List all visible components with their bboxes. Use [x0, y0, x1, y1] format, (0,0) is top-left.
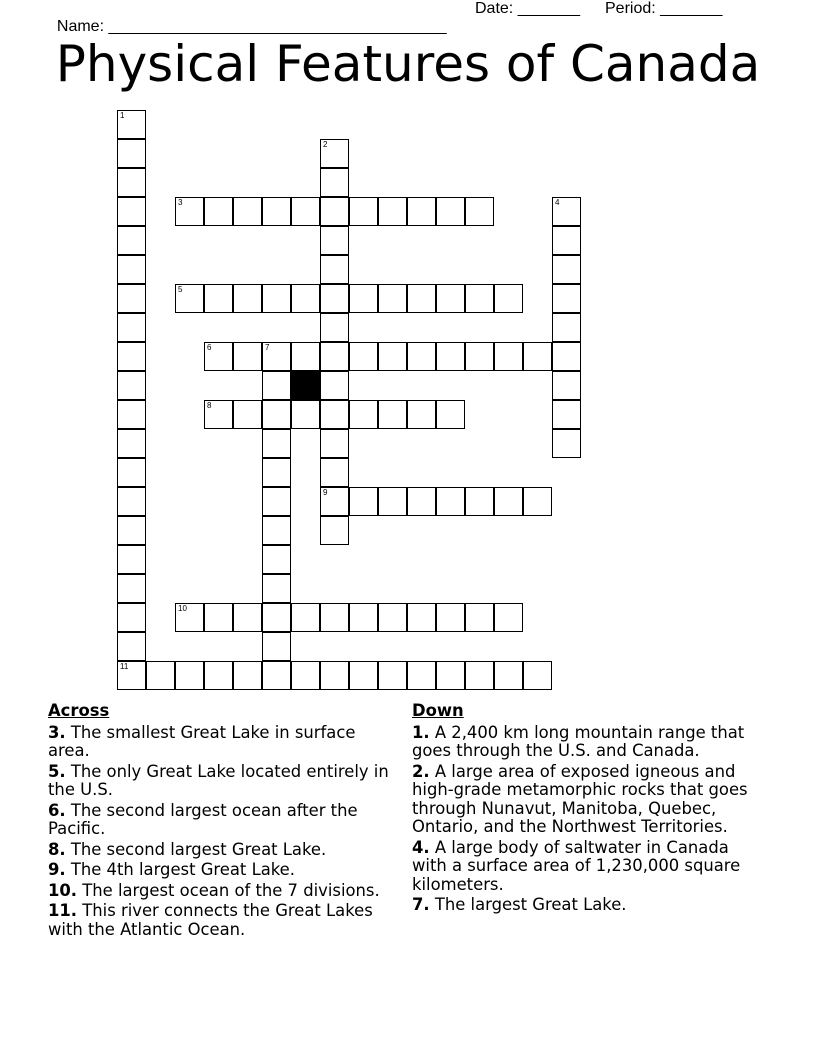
- grid-cell[interactable]: [349, 603, 378, 632]
- grid-cell[interactable]: [320, 371, 349, 400]
- grid-cell[interactable]: [552, 255, 581, 284]
- grid-cell[interactable]: [436, 284, 465, 313]
- grid-cell[interactable]: [291, 603, 320, 632]
- clue-item-number: 1.: [412, 722, 430, 742]
- grid-cell[interactable]: [262, 342, 291, 371]
- clue-item-number: 10.: [48, 880, 78, 900]
- grid-cell[interactable]: [175, 284, 204, 313]
- clue-item: [48, 724, 398, 761]
- clue-item-text: The smallest Great Lake in surface area.: [48, 722, 356, 760]
- clue-number: 11: [120, 662, 129, 671]
- grid-cell[interactable]: [378, 284, 407, 313]
- grid-cell[interactable]: [407, 400, 436, 429]
- grid-cell[interactable]: [117, 545, 146, 574]
- name-field[interactable]: Name: ______________________________________: [56, 18, 447, 35]
- across-heading: Across: [48, 701, 110, 720]
- grid-cell[interactable]: [465, 197, 494, 226]
- grid-cell[interactable]: [146, 661, 175, 690]
- grid-cell[interactable]: [523, 661, 552, 690]
- grid-cell[interactable]: [552, 342, 581, 371]
- clue-number: 4: [555, 198, 560, 207]
- grid-cell[interactable]: [465, 342, 494, 371]
- grid-cell[interactable]: [436, 400, 465, 429]
- grid-cell[interactable]: [407, 342, 436, 371]
- grid-cell[interactable]: [552, 226, 581, 255]
- clue-item-number: 8.: [48, 839, 66, 859]
- grid-cell[interactable]: [320, 255, 349, 284]
- grid-cell[interactable]: [320, 429, 349, 458]
- grid-cell[interactable]: [117, 255, 146, 284]
- clue-item-text: The 4th largest Great Lake.: [70, 860, 295, 879]
- grid-cell[interactable]: [378, 197, 407, 226]
- grid-cell[interactable]: [349, 197, 378, 226]
- grid-cell[interactable]: [262, 545, 291, 574]
- grid-cell[interactable]: [407, 661, 436, 690]
- grid-cell[interactable]: [117, 661, 146, 690]
- grid-cell[interactable]: [204, 342, 233, 371]
- grid-cell[interactable]: [117, 110, 146, 139]
- clue-item-text: The largest Great Lake.: [434, 895, 627, 914]
- grid-cell[interactable]: [320, 197, 349, 226]
- grid-cell[interactable]: [175, 197, 204, 226]
- clue-item-number: 3.: [48, 722, 66, 742]
- clue-item-text: A large area of exposed igneous and high-grade metamorphic rocks that goes through Nunavut, Manitoba, Quebec, Ontario, and the Northwest Territories.: [412, 761, 748, 836]
- grid-cell[interactable]: [523, 487, 552, 516]
- grid-cell[interactable]: [378, 400, 407, 429]
- grid-cell[interactable]: [494, 284, 523, 313]
- grid-cell[interactable]: [465, 603, 494, 632]
- grid-cell[interactable]: [117, 371, 146, 400]
- grid-cell[interactable]: [117, 487, 146, 516]
- grid-cell[interactable]: [117, 429, 146, 458]
- grid-cell[interactable]: [465, 487, 494, 516]
- grid-cell[interactable]: [552, 400, 581, 429]
- grid-cell[interactable]: [117, 139, 146, 168]
- down-clues: [412, 702, 767, 917]
- grid-cell[interactable]: [117, 516, 146, 545]
- grid-cell[interactable]: [320, 458, 349, 487]
- grid-cell[interactable]: [523, 342, 552, 371]
- grid-cell[interactable]: [262, 632, 291, 661]
- grid-cell[interactable]: [552, 429, 581, 458]
- black-cell: [291, 371, 320, 400]
- clue-item-number: 11.: [48, 901, 78, 920]
- clue-item: [48, 861, 398, 880]
- grid-cell[interactable]: [320, 313, 349, 342]
- period-field[interactable]: Period: _______: [605, 0, 723, 17]
- grid-cell[interactable]: [233, 342, 262, 371]
- clue-item: [48, 882, 398, 901]
- grid-cell[interactable]: [320, 226, 349, 255]
- clue-item: [412, 896, 767, 915]
- grid-cell[interactable]: [320, 168, 349, 197]
- grid-cell[interactable]: [552, 371, 581, 400]
- grid-cell[interactable]: [117, 168, 146, 197]
- clue-item-text: The second largest ocean after the Pacific.: [48, 800, 358, 838]
- grid-cell[interactable]: [349, 284, 378, 313]
- grid-cell[interactable]: [465, 284, 494, 313]
- grid-cell[interactable]: [552, 313, 581, 342]
- grid-cell[interactable]: [262, 458, 291, 487]
- grid-cell[interactable]: [262, 574, 291, 603]
- grid-cell[interactable]: [320, 516, 349, 545]
- grid-cell[interactable]: [407, 284, 436, 313]
- grid-cell[interactable]: [117, 603, 146, 632]
- grid-cell[interactable]: [291, 197, 320, 226]
- grid-cell[interactable]: [175, 603, 204, 632]
- clue-item-number: 2.: [412, 761, 430, 781]
- grid-cell[interactable]: [262, 284, 291, 313]
- clue-item: [48, 802, 398, 839]
- grid-cell[interactable]: [494, 661, 523, 690]
- clue-number: 10: [178, 604, 187, 613]
- grid-cell[interactable]: [349, 400, 378, 429]
- grid-cell[interactable]: [552, 197, 581, 226]
- clue-number: 2: [323, 140, 328, 149]
- clue-item-number: 4.: [412, 837, 430, 857]
- grid-cell[interactable]: [117, 284, 146, 313]
- grid-cell[interactable]: [233, 661, 262, 690]
- grid-cell[interactable]: [320, 487, 349, 516]
- grid-cell[interactable]: [262, 429, 291, 458]
- clue-item-text: The largest ocean of the 7 divisions.: [82, 880, 380, 900]
- grid-cell[interactable]: [117, 574, 146, 603]
- clue-item-text: A 2,400 km long mountain range that goes through the U.S. and Canada.: [412, 722, 745, 760]
- grid-cell[interactable]: [204, 661, 233, 690]
- grid-cell[interactable]: [262, 371, 291, 400]
- clue-item-text: A large body of saltwater in Canada with a surface area of 1,230,000 square kilometers.: [412, 837, 741, 894]
- grid-cell[interactable]: [204, 603, 233, 632]
- clue-item: [412, 763, 767, 837]
- grid-cell[interactable]: [262, 516, 291, 545]
- grid-cell[interactable]: [494, 487, 523, 516]
- grid-cell[interactable]: [378, 603, 407, 632]
- clue-item: [412, 839, 767, 895]
- grid-cell[interactable]: [233, 400, 262, 429]
- grid-cell[interactable]: [204, 197, 233, 226]
- grid-cell[interactable]: [233, 197, 262, 226]
- grid-cell[interactable]: [117, 226, 146, 255]
- grid-cell[interactable]: [233, 284, 262, 313]
- grid-cell[interactable]: [436, 342, 465, 371]
- clue-item-number: 6.: [48, 800, 66, 820]
- clue-item-number: 5.: [48, 761, 66, 781]
- grid-cell[interactable]: [436, 661, 465, 690]
- grid-cell[interactable]: [407, 487, 436, 516]
- grid-cell[interactable]: [204, 400, 233, 429]
- clue-item: [48, 841, 398, 860]
- grid-cell[interactable]: [436, 197, 465, 226]
- clue-number: 5: [178, 285, 183, 294]
- grid-cell[interactable]: [262, 400, 291, 429]
- grid-cell[interactable]: [204, 284, 233, 313]
- grid-cell[interactable]: [320, 400, 349, 429]
- grid-cell[interactable]: [320, 139, 349, 168]
- grid-cell[interactable]: [291, 661, 320, 690]
- page-title: Physical Features of Canada: [55, 35, 761, 93]
- clue-item-text: The only Great Lake located entirely in the U.S.: [48, 761, 389, 799]
- clue-item: [412, 724, 767, 761]
- grid-cell[interactable]: [291, 342, 320, 371]
- across-clue-list: [48, 724, 398, 940]
- clue-number: 6: [207, 343, 212, 352]
- grid-cell[interactable]: [117, 342, 146, 371]
- grid-cell[interactable]: [436, 487, 465, 516]
- down-heading: Down: [412, 701, 464, 720]
- date-field[interactable]: Date: _______: [475, 0, 580, 17]
- grid-cell[interactable]: [436, 603, 465, 632]
- grid-cell[interactable]: [552, 284, 581, 313]
- grid-cell[interactable]: [262, 487, 291, 516]
- grid-cell[interactable]: [233, 603, 262, 632]
- grid-cell[interactable]: [262, 661, 291, 690]
- grid-cell[interactable]: [117, 313, 146, 342]
- grid-cell[interactable]: [465, 661, 494, 690]
- clue-item-text: This river connects the Great Lakes with the Atlantic Ocean.: [48, 901, 373, 939]
- grid-cell[interactable]: [407, 197, 436, 226]
- grid-cell[interactable]: [320, 342, 349, 371]
- grid-cell[interactable]: [407, 603, 436, 632]
- grid-cell[interactable]: [349, 342, 378, 371]
- grid-cell[interactable]: [378, 342, 407, 371]
- clue-number: 9: [323, 488, 328, 497]
- grid-cell[interactable]: [320, 661, 349, 690]
- grid-cell[interactable]: [320, 284, 349, 313]
- grid-cell[interactable]: [117, 458, 146, 487]
- grid-cell[interactable]: [378, 661, 407, 690]
- grid-cell[interactable]: [117, 632, 146, 661]
- grid-cell[interactable]: [262, 197, 291, 226]
- clue-item: [48, 902, 398, 939]
- grid-cell[interactable]: [494, 603, 523, 632]
- grid-cell[interactable]: [117, 400, 146, 429]
- clue-number: 7: [265, 343, 270, 352]
- clue-item-number: 9.: [48, 860, 66, 879]
- grid-cell[interactable]: [494, 342, 523, 371]
- down-clue-list: [412, 724, 767, 915]
- grid-cell[interactable]: [291, 284, 320, 313]
- grid-cell[interactable]: [378, 487, 407, 516]
- across-clues: [48, 702, 398, 941]
- grid-cell[interactable]: [291, 400, 320, 429]
- grid-cell[interactable]: [320, 603, 349, 632]
- grid-cell[interactable]: [349, 487, 378, 516]
- grid-cell[interactable]: [349, 661, 378, 690]
- clue-item-number: 7.: [412, 895, 430, 914]
- grid-cell[interactable]: [262, 603, 291, 632]
- grid-cell[interactable]: [117, 197, 146, 226]
- clue-number: 8: [207, 401, 212, 410]
- clue-number: 3: [178, 198, 183, 207]
- grid-cell[interactable]: [175, 661, 204, 690]
- clue-item: [48, 763, 398, 800]
- clue-item-text: The second largest Great Lake.: [70, 839, 327, 859]
- clue-number: 1: [120, 111, 125, 120]
